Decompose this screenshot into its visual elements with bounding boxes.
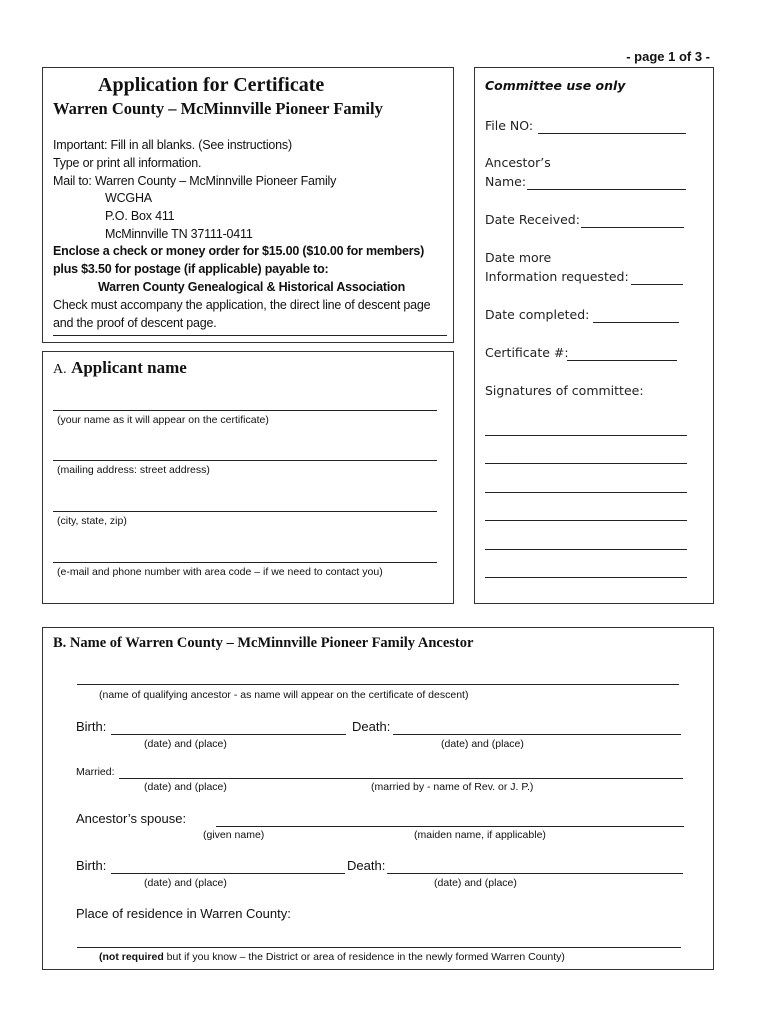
signatures-label: Signatures of committee: (485, 383, 644, 398)
ancestors-label: Ancestor’s (485, 155, 551, 170)
death-caption: (date) and (place) (441, 738, 524, 750)
certificate-field[interactable] (567, 360, 677, 361)
ancestor-name-field[interactable] (77, 684, 679, 685)
signature-line[interactable] (485, 549, 687, 550)
address-line: McMinnville TN 37111-0411 (105, 227, 253, 241)
address-line: P.O. Box 411 (105, 209, 175, 223)
street-address-field[interactable] (53, 460, 437, 461)
page-number: - page 1 of 3 - (626, 49, 710, 64)
payee-line: Warren County Genealogical & Historical Association (98, 280, 405, 294)
enclose-line: plus $3.50 for postage (if applicable) payable to: (53, 262, 329, 276)
signature-line[interactable] (485, 520, 687, 521)
ancestor-name-caption: (name of qualifying ancestor - as name will appear on the certificate of descent) (99, 689, 469, 701)
ancestor-name-field[interactable] (527, 189, 686, 190)
birth-field[interactable] (111, 734, 346, 735)
signature-line[interactable] (485, 492, 687, 493)
header-box (42, 67, 454, 343)
date-received-field[interactable] (581, 227, 684, 228)
residence-caption: (not required but if you know – the District or area of residence in the newly formed Warren County) (99, 951, 565, 963)
birth-label: Birth: (76, 719, 107, 734)
instruction-line: Mail to: Warren County – McMinnville Pioneer Family (53, 174, 337, 188)
city-state-zip-field[interactable] (53, 511, 437, 512)
signature-line[interactable] (485, 577, 687, 578)
email-phone-field[interactable] (53, 562, 437, 563)
file-no-field[interactable] (538, 133, 686, 134)
certificate-label: Certificate #: (485, 345, 569, 360)
spouse-birth-caption: (date) and (place) (144, 877, 227, 889)
spouse-field[interactable] (216, 826, 684, 827)
info-requested-label: Information requested: (485, 269, 629, 284)
form-subtitle: Warren County – McMinnville Pioneer Family (53, 99, 383, 118)
residence-label: Place of residence in Warren County: (76, 906, 291, 921)
committee-box (474, 67, 714, 604)
form-title: Application for Certificate (98, 74, 325, 96)
check-line: and the proof of descent page. (53, 316, 217, 330)
spouse-death-caption: (date) and (place) (434, 877, 517, 889)
ancestor-heading: B. Name of Warren County – McMinnville Pioneer Family Ancestor (53, 635, 474, 651)
address-line: WCGHA (105, 191, 152, 205)
info-requested-field[interactable] (631, 284, 683, 285)
check-line: Check must accompany the application, the direct line of descent page (53, 298, 431, 312)
date-more-label: Date more (485, 250, 552, 265)
residence-field[interactable] (77, 947, 681, 948)
signature-line[interactable] (485, 463, 687, 464)
married-by-caption: (married by - name of Rev. or J. P.) (371, 781, 534, 793)
married-field[interactable] (119, 778, 683, 779)
spouse-death-field[interactable] (387, 873, 683, 874)
spouse-birth-field[interactable] (111, 873, 345, 874)
death-field[interactable] (393, 734, 681, 735)
date-completed-label: Date completed: (485, 307, 590, 322)
email-phone-caption: (e-mail and phone number with area code – if we need to contact you) (57, 566, 383, 578)
header-rule (53, 335, 447, 336)
applicant-heading: A. Applicant name (53, 358, 187, 377)
committee-title: Committee use only (485, 78, 626, 93)
maiden-name-caption: (maiden name, if applicable) (414, 829, 546, 841)
ancestor-box (42, 627, 714, 970)
married-label: Married: (76, 766, 115, 778)
street-address-caption: (mailing address: street address) (57, 464, 210, 476)
date-received-label: Date Received: (485, 212, 580, 227)
signature-line[interactable] (485, 435, 687, 436)
instruction-line: Important: Fill in all blanks. (See instructions) (53, 138, 292, 152)
file-no-label: File NO: (485, 118, 534, 133)
applicant-name-field[interactable] (53, 410, 437, 411)
married-caption: (date) and (place) (144, 781, 227, 793)
enclose-line: Enclose a check or money order for $15.00 ($10.00 for members) (53, 244, 425, 258)
given-name-caption: (given name) (203, 829, 265, 841)
spouse-death-label: Death: (347, 858, 386, 873)
city-state-zip-caption: (city, state, zip) (57, 515, 127, 527)
spouse-label: Ancestor’s spouse: (76, 811, 187, 826)
applicant-box (42, 351, 454, 604)
applicant-name-caption: (your name as it will appear on the certificate) (57, 414, 269, 426)
date-completed-field[interactable] (593, 322, 679, 323)
instruction-line: Type or print all information. (53, 156, 202, 170)
spouse-birth-label: Birth: (76, 858, 107, 873)
birth-caption: (date) and (place) (144, 738, 227, 750)
ancestor-name-label: Name: (485, 174, 527, 189)
death-label: Death: (352, 719, 391, 734)
